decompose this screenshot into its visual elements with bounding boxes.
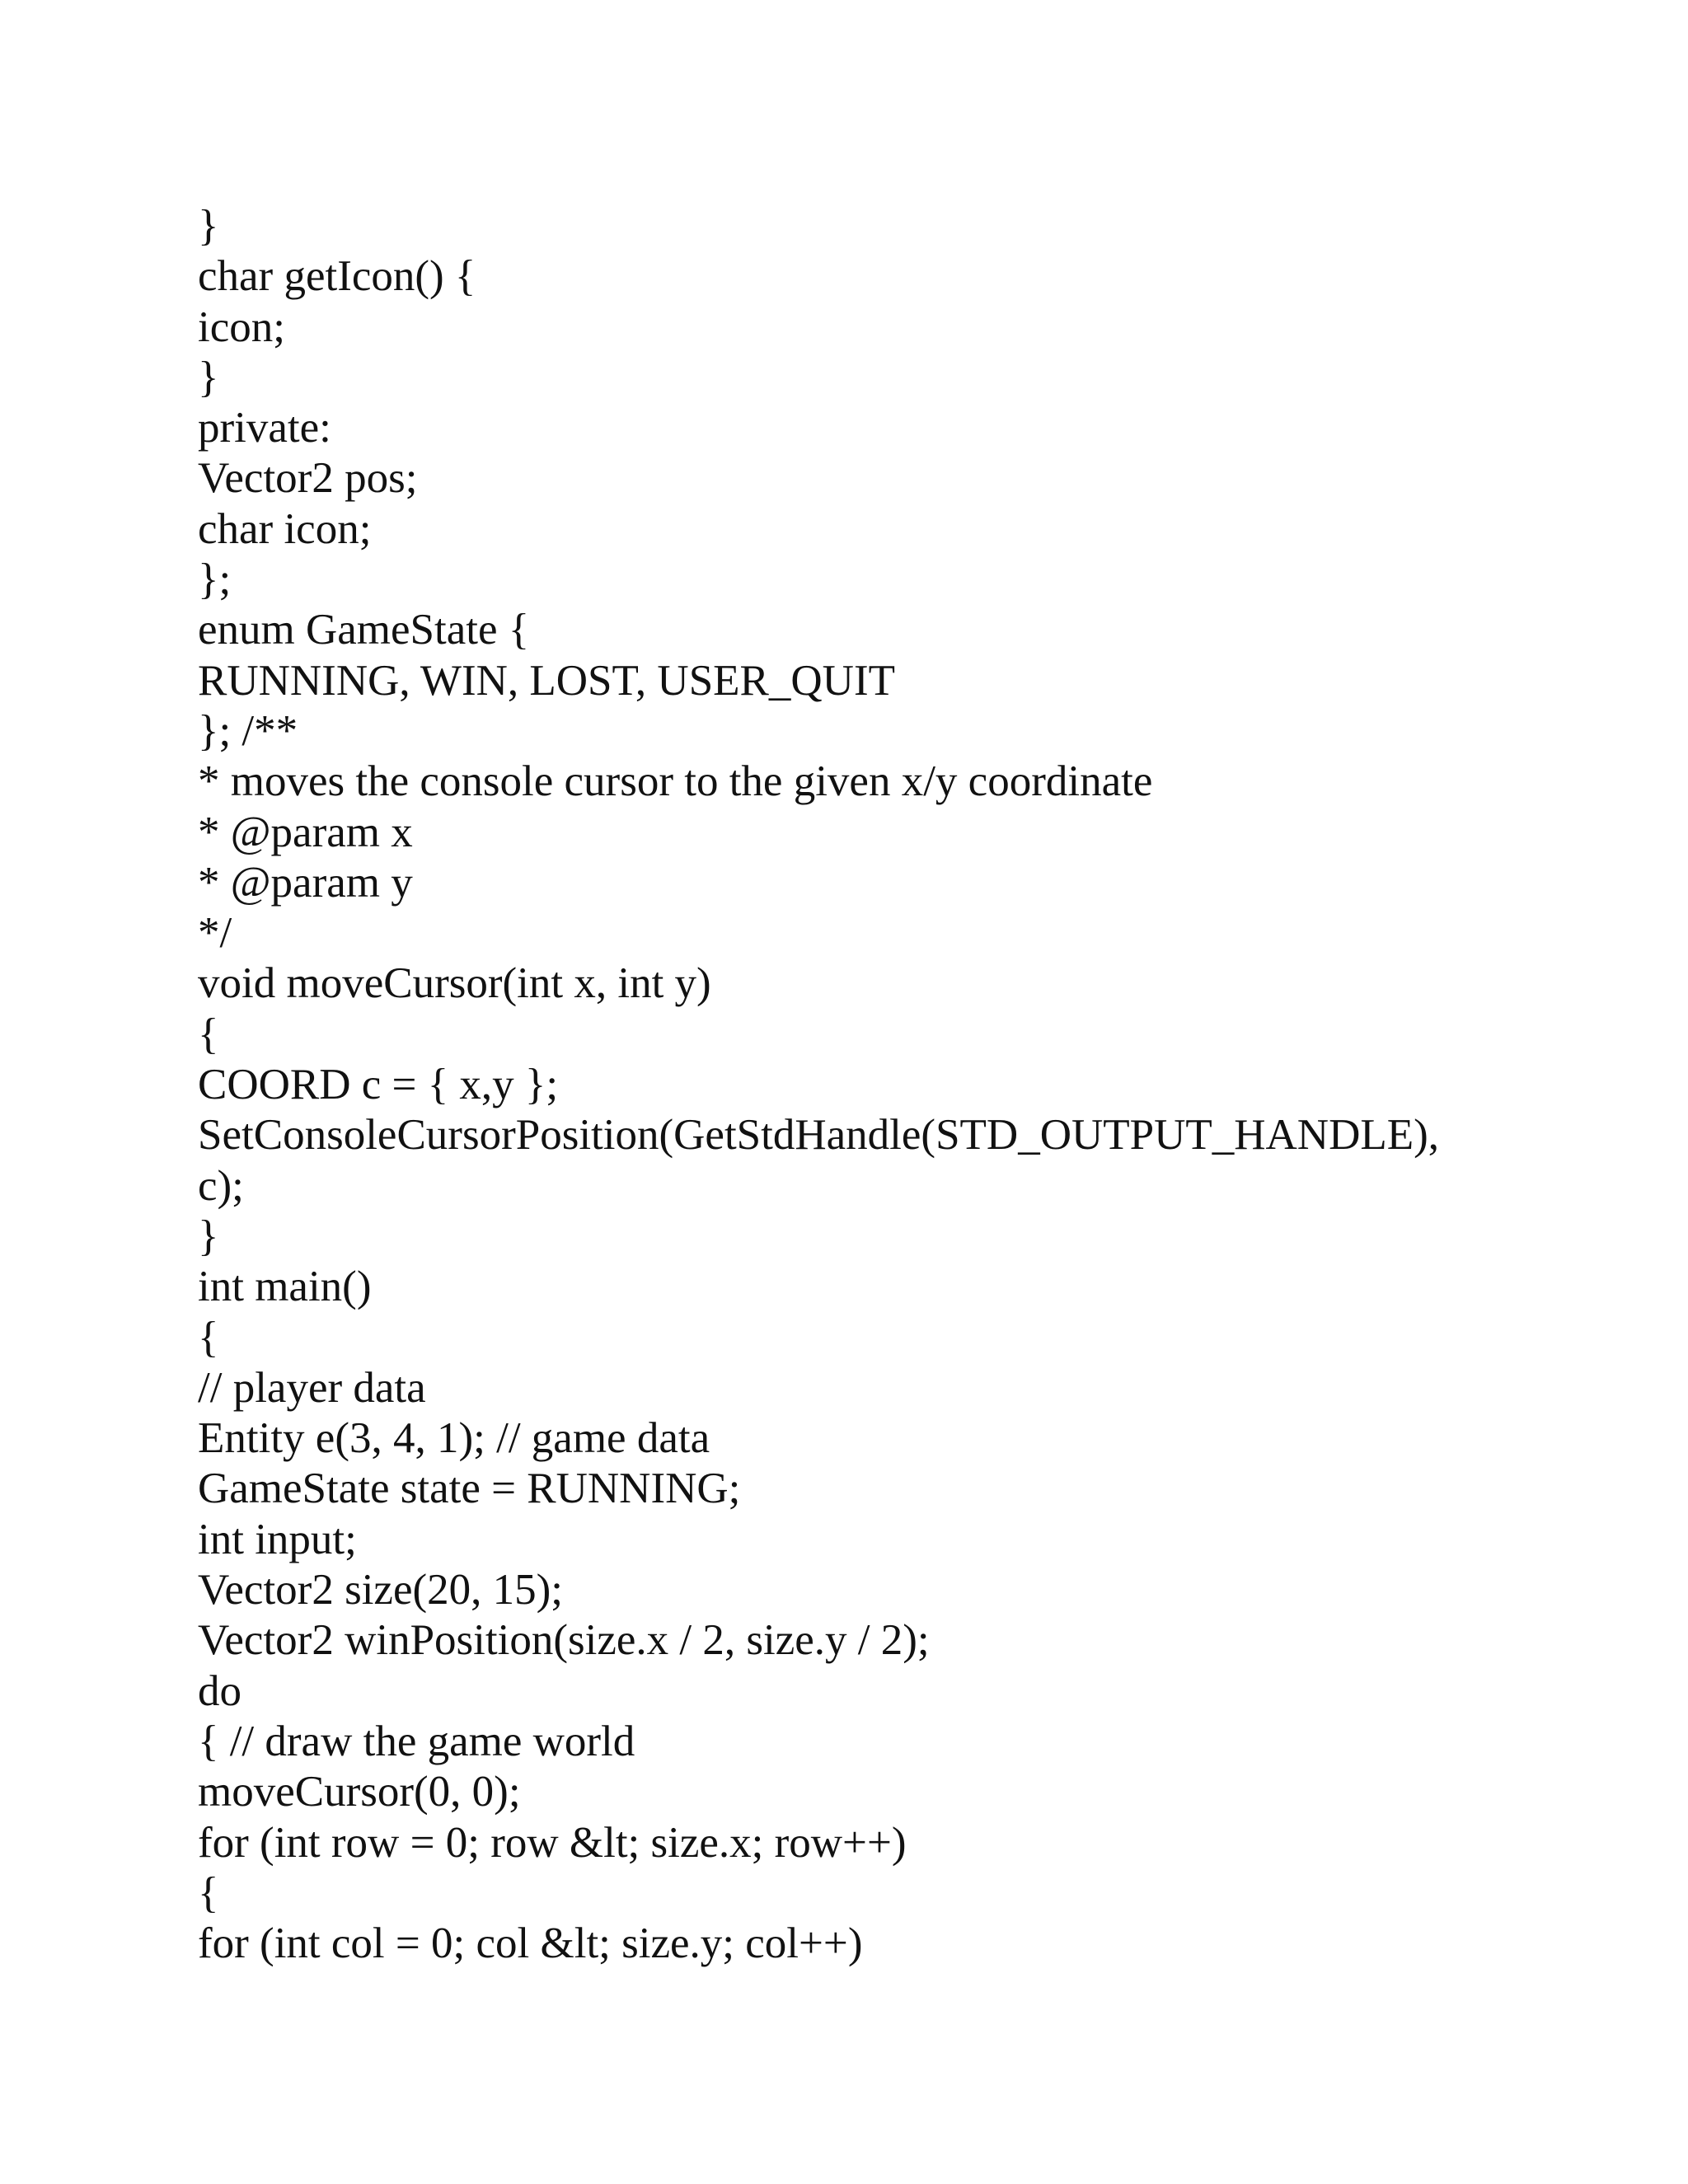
- code-line: */: [198, 909, 232, 958]
- code-line: enum GameState {: [198, 606, 530, 654]
- code-line: int input;: [198, 1515, 357, 1563]
- code-line: SetConsoleCursorPosition(GetStdHandle(STD_OUTPUT_HANDLE),: [198, 1111, 1439, 1160]
- code-line: for (int col = 0; col &lt; size.y; col++): [198, 1919, 863, 1968]
- code-line: }: [198, 1212, 219, 1260]
- code-line: {: [198, 1010, 219, 1058]
- code-line: c);: [198, 1161, 244, 1210]
- code-line: Entity e(3, 4, 1); // game data: [198, 1414, 710, 1463]
- code-line: COORD c = { x,y };: [198, 1061, 559, 1109]
- code-line: moveCursor(0, 0);: [198, 1768, 521, 1816]
- code-line: }: [198, 202, 219, 250]
- code-line: * @param x: [198, 808, 413, 856]
- code-line: GameState state = RUNNING;: [198, 1465, 741, 1513]
- code-line: };: [198, 555, 232, 604]
- code-line: int main(): [198, 1263, 372, 1311]
- code-line: // player data: [198, 1363, 426, 1412]
- code-line: void moveCursor(int x, int y): [198, 959, 711, 1008]
- code-line: * moves the console cursor to the given x/y coordinate: [198, 757, 1153, 806]
- code-line: Vector2 size(20, 15);: [198, 1566, 563, 1615]
- code-line: Vector2 pos;: [198, 454, 418, 503]
- code-line: }; /**: [198, 706, 298, 755]
- code-line: char icon;: [198, 504, 372, 553]
- code-line: {: [198, 1868, 219, 1917]
- code-line: char getIcon() {: [198, 252, 476, 301]
- code-line: { // draw the game world: [198, 1717, 635, 1765]
- code-listing: [198, 201, 1632, 1969]
- code-line: icon;: [198, 302, 285, 351]
- code-line: * @param y: [198, 858, 413, 907]
- code-line: Vector2 winPosition(size.x / 2, size.y / 2);: [198, 1616, 930, 1665]
- code-line: {: [198, 1313, 219, 1361]
- code-line: }: [198, 353, 219, 401]
- code-line: RUNNING, WIN, LOST, USER_QUIT: [198, 656, 895, 705]
- code-line: for (int row = 0; row &lt; size.x; row++): [198, 1818, 907, 1867]
- code-line: do: [198, 1666, 241, 1715]
- code-line: private:: [198, 404, 331, 452]
